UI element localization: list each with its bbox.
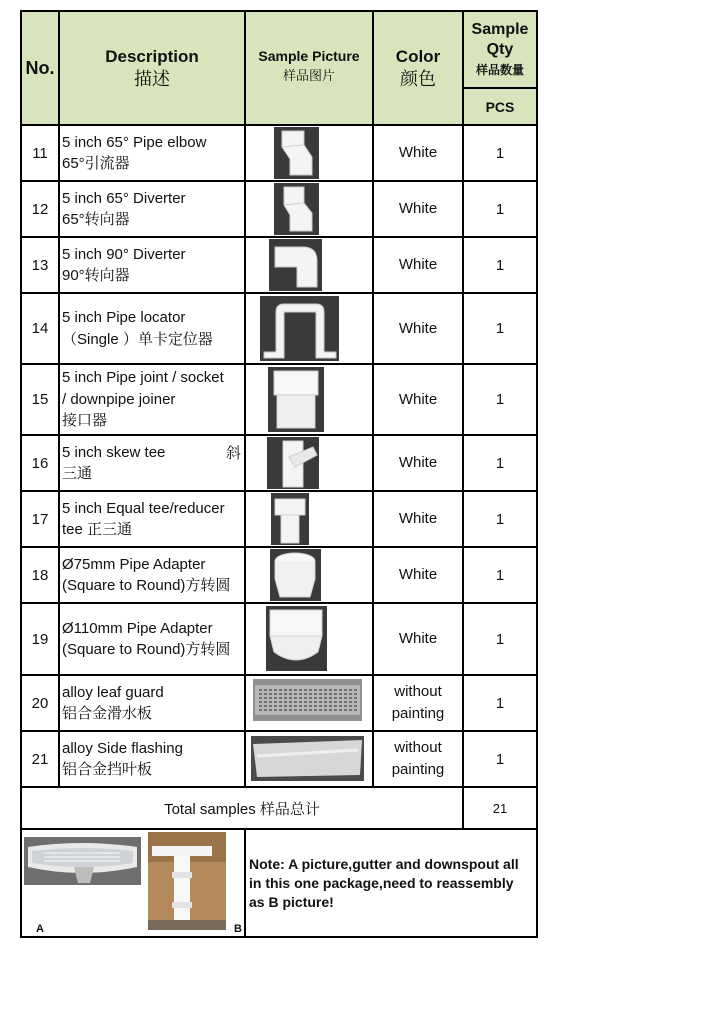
row-description-line: 5 inch 65° Pipe elbow bbox=[62, 133, 207, 151]
row-qty-cell bbox=[463, 237, 537, 293]
row-color-cell bbox=[373, 491, 463, 547]
row-qty: 1 bbox=[495, 630, 505, 648]
header-picture-en: Sample Picture bbox=[258, 48, 360, 64]
row-qty-cell bbox=[463, 547, 537, 603]
row-description-line: 5 inch Pipe joint / socket bbox=[62, 369, 224, 387]
total-value-cell bbox=[463, 787, 537, 829]
leaf-guard-photo bbox=[253, 679, 362, 721]
row-description-line: 65°转向器 bbox=[62, 211, 130, 228]
skew-tee-photo bbox=[267, 437, 319, 489]
row-qty: 1 bbox=[495, 566, 505, 584]
row-description-cell bbox=[59, 731, 245, 787]
row-number-cell bbox=[21, 181, 59, 237]
header-picture-cn: 样品图片 bbox=[282, 68, 335, 83]
grid-vertical-line bbox=[58, 11, 60, 787]
row-number: 19 bbox=[31, 630, 49, 648]
row-number-cell bbox=[21, 237, 59, 293]
row-qty: 1 bbox=[495, 750, 505, 768]
pipe-locator-photo bbox=[260, 296, 339, 361]
row-qty: 1 bbox=[495, 200, 505, 218]
row-description-line: Ø75mm Pipe Adapter bbox=[62, 555, 206, 573]
grid-vertical-line bbox=[372, 11, 374, 787]
row-number: 14 bbox=[31, 320, 49, 337]
grid-horizontal-line bbox=[20, 786, 538, 788]
note-text: Note: A picture,gutter and downspout all in this one package,need to reassembly as B picture! bbox=[249, 855, 519, 910]
grid-horizontal-line bbox=[20, 363, 538, 365]
row-description-line: alloy leaf guard bbox=[62, 683, 164, 701]
row-color-line: without bbox=[394, 683, 442, 700]
row-description-line: 5 inch Equal tee/reducer bbox=[62, 499, 225, 517]
grid-horizontal-line bbox=[20, 292, 538, 294]
row-description-line: 5 inch 90° Diverter bbox=[62, 245, 186, 263]
row-description-line: 5 inch 65° Diverter bbox=[62, 189, 186, 207]
row-qty: 1 bbox=[495, 391, 505, 408]
row-description-line: 5 inch Pipe locator bbox=[62, 309, 186, 326]
row-qty-cell bbox=[463, 675, 537, 731]
header-picture bbox=[245, 11, 373, 125]
row-description-line: / downpipe joiner bbox=[62, 390, 176, 408]
row-number-cell bbox=[21, 603, 59, 675]
header-color-en: Color bbox=[395, 47, 441, 66]
row-description-line: alloy Side flashing bbox=[62, 739, 183, 757]
grid-vertical-line bbox=[462, 787, 464, 829]
row-description-line: tee 正三通 bbox=[62, 521, 133, 538]
total-label-cell bbox=[21, 787, 463, 829]
adapter-75-photo bbox=[270, 549, 321, 601]
note-cell bbox=[245, 829, 537, 937]
package-photo-a bbox=[24, 837, 141, 885]
row-qty: 1 bbox=[495, 694, 505, 712]
row-number-cell bbox=[21, 675, 59, 731]
grid-vertical-line bbox=[20, 11, 22, 937]
side-flashing-photo bbox=[251, 736, 364, 781]
package-photo-b bbox=[148, 832, 226, 930]
row-description-cell bbox=[59, 435, 245, 491]
row-color-line: White bbox=[398, 390, 438, 408]
row-qty-cell bbox=[463, 603, 537, 675]
row-description-line: 铝合金挡叶板 bbox=[62, 761, 153, 778]
header-qty-cn: 样品数量 bbox=[475, 62, 524, 77]
row-description-line: 90°转向器 bbox=[62, 267, 130, 284]
grid-horizontal-line bbox=[462, 87, 538, 89]
row-description-line: (Square to Round)方转圆 bbox=[62, 577, 231, 594]
row-number-cell bbox=[21, 491, 59, 547]
row-description-line: 65°引流器 bbox=[62, 155, 130, 172]
row-color-line: White bbox=[398, 256, 438, 273]
row-description-cell bbox=[59, 603, 245, 675]
row-qty-cell bbox=[463, 181, 537, 237]
adapter-110-photo bbox=[266, 606, 327, 671]
row-color-line: White bbox=[398, 200, 438, 217]
row-qty: 1 bbox=[495, 320, 505, 337]
row-number: 13 bbox=[31, 256, 49, 274]
grid-horizontal-line bbox=[20, 124, 538, 126]
row-description-right-char: 斜 bbox=[225, 445, 241, 462]
row-number-cell bbox=[21, 293, 59, 364]
row-number: 20 bbox=[31, 694, 49, 712]
row-description-line: Ø110mm Pipe Adapter bbox=[62, 619, 213, 637]
grid-horizontal-line bbox=[20, 730, 538, 732]
total-value: 21 bbox=[492, 800, 508, 816]
row-description-line: 铝合金滑水板 bbox=[62, 705, 153, 722]
row-qty: 1 bbox=[495, 454, 505, 472]
row-qty-cell bbox=[463, 364, 537, 435]
grid-horizontal-line bbox=[20, 936, 538, 938]
row-description-line: （Single ）单卡定位器 bbox=[62, 330, 213, 348]
grid-horizontal-line bbox=[20, 546, 538, 548]
row-description-line: 接口器 bbox=[62, 412, 108, 430]
header-color-cn: 颜色 bbox=[400, 69, 436, 89]
row-color-cell bbox=[373, 181, 463, 237]
row-qty-cell bbox=[463, 491, 537, 547]
row-description-line: 三通 bbox=[62, 465, 93, 482]
header-pcs bbox=[463, 88, 537, 125]
row-color-cell bbox=[373, 603, 463, 675]
grid-horizontal-line bbox=[20, 674, 538, 676]
row-description-cell bbox=[59, 675, 245, 731]
grid-horizontal-line bbox=[20, 490, 538, 492]
grid-horizontal-line bbox=[20, 828, 538, 830]
pipe-joint-photo bbox=[268, 367, 324, 432]
row-qty-cell bbox=[463, 293, 537, 364]
row-qty-cell bbox=[463, 125, 537, 181]
row-color-line: without bbox=[394, 739, 442, 756]
row-qty: 1 bbox=[495, 256, 505, 274]
header-qty bbox=[463, 11, 537, 88]
grid-vertical-line bbox=[536, 11, 538, 937]
grid-vertical-line bbox=[244, 829, 246, 937]
row-description-cell bbox=[59, 547, 245, 603]
total-label: Total samples 样品总计 bbox=[164, 800, 320, 818]
photo-label-b: B bbox=[234, 923, 242, 935]
header-no bbox=[21, 11, 59, 125]
row-number-cell bbox=[21, 547, 59, 603]
grid-horizontal-line bbox=[20, 180, 538, 182]
row-color-line: painting bbox=[391, 705, 445, 722]
header-no-label: No. bbox=[25, 57, 55, 78]
row-number-cell bbox=[21, 364, 59, 435]
grid-horizontal-line bbox=[20, 434, 538, 436]
row-qty-cell bbox=[463, 731, 537, 787]
grid-horizontal-line bbox=[20, 602, 538, 604]
row-color-line: White bbox=[398, 630, 438, 647]
row-number: 15 bbox=[31, 391, 49, 408]
photo-label-a: A bbox=[36, 923, 44, 935]
row-description-cell bbox=[59, 125, 245, 181]
grid-horizontal-line bbox=[20, 236, 538, 238]
row-color-line: painting bbox=[391, 761, 445, 778]
row-color-cell bbox=[373, 547, 463, 603]
row-number: 16 bbox=[31, 454, 49, 472]
header-qty-en-1: Sample bbox=[471, 20, 529, 38]
row-qty-cell bbox=[463, 435, 537, 491]
row-number: 11 bbox=[32, 144, 48, 162]
row-color-cell bbox=[373, 125, 463, 181]
row-color-line: White bbox=[398, 566, 438, 583]
row-color-cell bbox=[373, 364, 463, 435]
header-qty-en-2: Qty bbox=[486, 40, 514, 58]
row-description-cell bbox=[59, 181, 245, 237]
row-description-line: 5 inch skew tee bbox=[62, 443, 166, 461]
row-number: 17 bbox=[31, 510, 49, 528]
row-color-line: White bbox=[398, 319, 438, 337]
row-number: 18 bbox=[31, 566, 49, 584]
row-color-line: White bbox=[398, 144, 438, 161]
diverter-photo bbox=[274, 183, 319, 235]
row-qty: 1 bbox=[495, 144, 505, 162]
header-description-en: Description bbox=[105, 47, 199, 66]
diverter-90-photo bbox=[269, 239, 322, 291]
row-number: 21 bbox=[31, 750, 49, 768]
row-color-cell bbox=[373, 237, 463, 293]
equal-tee-photo bbox=[271, 493, 309, 545]
row-description-cell bbox=[59, 237, 245, 293]
grid-vertical-line bbox=[462, 11, 464, 787]
row-number-cell bbox=[21, 731, 59, 787]
row-number: 12 bbox=[31, 200, 49, 218]
row-description-cell bbox=[59, 293, 245, 364]
row-color-cell bbox=[373, 293, 463, 364]
header-color bbox=[373, 11, 463, 125]
row-color-cell bbox=[373, 675, 463, 731]
row-qty: 1 bbox=[495, 510, 505, 528]
row-color-cell bbox=[373, 731, 463, 787]
row-color-line: White bbox=[398, 510, 438, 527]
grid-horizontal-line bbox=[20, 10, 538, 12]
row-color-line: White bbox=[398, 454, 438, 471]
row-color-cell bbox=[373, 435, 463, 491]
row-description-cell bbox=[59, 491, 245, 547]
row-number-cell bbox=[21, 435, 59, 491]
row-description-line: (Square to Round)方转圆 bbox=[62, 641, 231, 658]
grid-vertical-line bbox=[244, 11, 246, 787]
row-number-cell bbox=[21, 125, 59, 181]
header-pcs-label: PCS bbox=[485, 98, 515, 115]
row-description-cell bbox=[59, 364, 245, 435]
pipe-elbow-photo bbox=[274, 127, 319, 179]
header-description-cn: 描述 bbox=[134, 69, 170, 89]
header-description bbox=[59, 11, 245, 125]
